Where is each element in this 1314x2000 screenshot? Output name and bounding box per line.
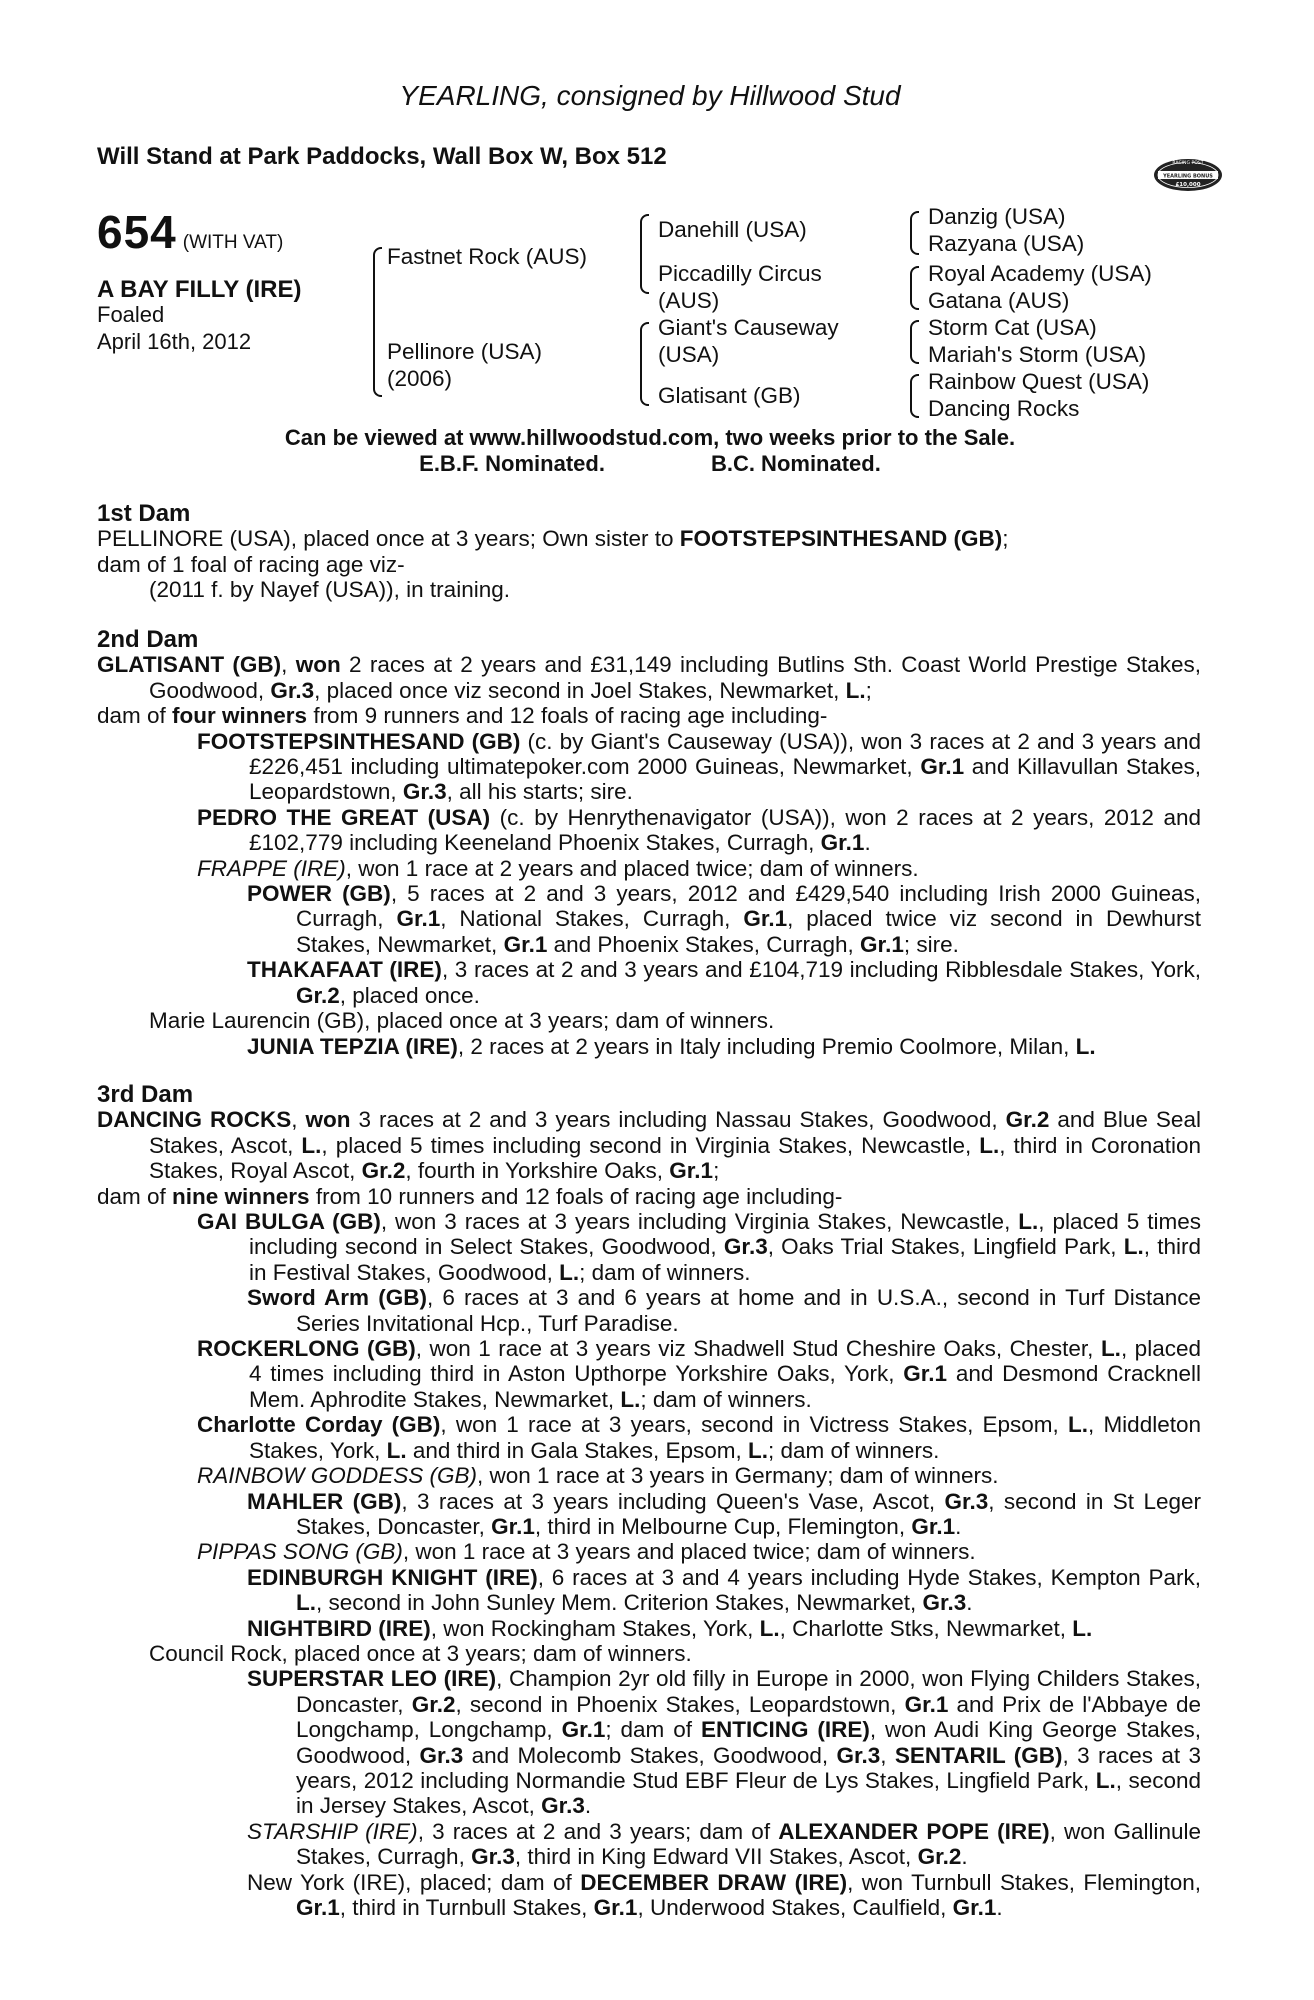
- svg-text:RACING POST: RACING POST: [1172, 161, 1204, 166]
- viewing-note: Can be viewed at www.hillwoodstud.com, two weeks prior to the Sale.: [284, 425, 1016, 450]
- first-dam-foal: (2011 f. by Nayef (USA)), in training.: [149, 577, 510, 603]
- pedigree-sss: Danzig (USA): [928, 204, 1066, 229]
- pedigree-sds: Royal Academy (USA): [928, 261, 1152, 286]
- horse-name: A BAY FILLY (IRE): [97, 276, 302, 303]
- lot-number: [97, 205, 283, 259]
- pedigree-dam-dam: Glatisant (GB): [658, 383, 801, 408]
- produce-rainbow-goddess: RAINBOW GODDESS (GB), won 1 race at 3 years in Germany; dam of winners.: [197, 1463, 999, 1489]
- foaled-info: [97, 301, 251, 355]
- pedigree-sire-dam: [658, 260, 822, 314]
- produce-pippas-song: PIPPAS SONG (GB), won 1 race at 3 years and placed twice; dam of winners.: [197, 1539, 976, 1565]
- produce-marie-laurencin: Marie Laurencin (GB), placed once at 3 years; dam of winners.: [149, 1008, 775, 1034]
- produce-footstepsinthesand: FOOTSTEPSINTHESAND (GB) (c. by Giant's Causeway (USA)), won 3 races at 2 and 3 years and £226,451 including ultimatepoker.com 2000 Guineas, Newmarket, Gr.1 and Killavullan Stakes, Leopardstown, Gr.3, all his starts; sire.: [197, 728, 1201, 805]
- pedigree-ssd: Razyana (USA): [928, 231, 1085, 256]
- produce-edinburgh-knight: EDINBURGH KNIGHT (IRE), 6 races at 3 and 4 years including Hyde Stakes, Kempton Park, L., second in John Sunley Mem. Criterion Stakes, Newmarket, Gr.3.: [247, 1564, 1201, 1616]
- pedigree-sire-dam-name: Piccadilly Circus: [658, 261, 822, 286]
- produce-pedro-the-great: PEDRO THE GREAT (USA) (c. by Henrythenavigator (USA)), won 2 races at 2 years, 2012 and £102,779 including Keeneland Phoenix Stakes, Curragh, Gr.1.: [197, 804, 1201, 856]
- produce-new-york: New York (IRE), placed; dam of DECEMBER DRAW (IRE), won Turnbull Stakes, Flemington, Gr.1, third in Turnbull Stakes, Gr.1, Underwood Stakes, Caulfield, Gr.1.: [247, 1869, 1201, 1920]
- pedigree-dam-sire-name: Giant's Causeway: [658, 315, 839, 340]
- brace-dam: [640, 322, 649, 406]
- brace-ds: [910, 320, 919, 364]
- svg-text:YEARLING BONUS: YEARLING BONUS: [1163, 173, 1213, 180]
- second-dam-produce-summary: dam of four winners from 9 runners and 12 foals of racing age including-: [97, 703, 828, 729]
- produce-frappe: FRAPPE (IRE), won 1 race at 2 years and placed twice; dam of winners.: [197, 855, 919, 881]
- produce-rockerlong: ROCKERLONG (GB), won 1 race at 3 years viz Shadwell Stud Cheshire Oaks, Chester, L., placed 4 times including third in Aston Upthorpe Yorkshire Oaks, York, Gr.1 and Desmond Cracknell Mem. Aphrodite Stakes, Newmarket, L.; dam of winners.: [197, 1336, 1201, 1412]
- pedigree-dam-sire: [658, 314, 839, 368]
- sale-notes: [0, 425, 1300, 477]
- produce-starship: STARSHIP (IRE), 3 races at 2 and 3 years; dam of ALEXANDER POPE (IRE), won Gallinule Stakes, Curragh, Gr.3, third in King Edward VII Stakes, Ascot, Gr.2.: [247, 1818, 1202, 1870]
- produce-nightbird: NIGHTBIRD (IRE), won Rockingham Stakes, York, L., Charlotte Stks, Newmarket, L.: [247, 1615, 1093, 1641]
- brace-dd: [910, 374, 919, 418]
- second-dam-heading: 2nd Dam: [97, 626, 199, 653]
- third-dam-section: [97, 1082, 1201, 1920]
- pedigree-sire: Fastnet Rock (AUS): [387, 244, 588, 269]
- third-dam-dancing-rocks: DANCING ROCKS, won 3 races at 2 and 3 years including Nassau Stakes, Goodwood, Gr.2 and Blue Seal Stakes, Ascot, L., placed 5 times including second in Virginia Stakes, Newcastle, L., third in Coronation Stakes, Royal Ascot, Gr.2, fourth in Yorkshire Oaks, Gr.1;: [97, 1107, 1202, 1184]
- lot-number-value: 654: [97, 206, 177, 258]
- produce-charlotte-corday: Charlotte Corday (GB), won 1 race at 3 years, second in Victress Stakes, Epsom, L., Middleton Stakes, York, L. and third in Gala Stakes, Epsom, L.; dam of winners.: [197, 1412, 1201, 1463]
- yearling-bonus-badge-icon: [1152, 150, 1224, 200]
- produce-sword-arm: Sword Arm (GB), 6 races at 3 and 6 years at home and in U.S.A., second in Turf Distance Series Invitational Hcp., Turf Paradise.: [247, 1285, 1201, 1336]
- produce-power: POWER (GB), 5 races at 2 and 3 years, 2012 and £429,540 including Irish 2000 Guineas, Curragh, Gr.1, National Stakes, Curragh, Gr.1, placed twice viz second in Dewhurst Stakes, Newmarket, Gr.1 and Phoenix Stakes, Curragh, Gr.1; sire.: [247, 881, 1202, 957]
- produce-superstar-leo: SUPERSTAR LEO (IRE), Champion 2yr old filly in Europe in 2000, won Flying Childers Stakes, Doncaster, Gr.2, second in Phoenix Stakes, Leopardstown, Gr.1 and Prix de l'Abbaye de Longchamp, Longchamp, Gr.1; dam of ENTICING (IRE), won Audi King George Stakes, Goodwood, Gr.3 and Molecomb Stakes, Goodwood, Gr.3, SENTARIL (GB), 3 races at 3 years, 2012 including Normandie Stud EBF Fleur de Lys Stakes, Lingfield Park, L., second in Jersey Stakes, Ascot, Gr.3.: [247, 1666, 1201, 1819]
- produce-mahler: MAHLER (GB), 3 races at 3 years including Queen's Vase, Ascot, Gr.3, second in St Leger Stakes, Doncaster, Gr.1, third in Melbourne Cup, Flemington, Gr.1.: [247, 1488, 1201, 1539]
- second-dam-glatisant: GLATISANT (GB), won 2 races at 2 years and £31,149 including Butlins Sth. Coast World Prestige Stakes, Goodwood, Gr.3, placed once viz second in Joel Stakes, Newmarket, L.;: [97, 652, 1201, 703]
- consignment-line: YEARLING, consigned by Hillwood Stud: [399, 80, 901, 111]
- foaled-label: Foaled: [97, 302, 165, 327]
- pedigree-sire-sire: Danehill (USA): [658, 217, 807, 242]
- pedigree-dss: Storm Cat (USA): [928, 315, 1097, 340]
- foaled-date: April 16th, 2012: [97, 329, 252, 354]
- first-dam-text: PELLINORE (USA), placed once at 3 years; Own sister to FOOTSTEPSINTHESAND (GB); dam of 1 foal of racing age viz-: [97, 526, 1009, 577]
- pedigree-ddd: Dancing Rocks: [928, 396, 1080, 421]
- third-dam-produce-summary: dam of nine winners from 10 runners and 12 foals of racing age including-: [97, 1183, 843, 1209]
- nominations: [0, 451, 1300, 477]
- brace-sd: [910, 266, 919, 310]
- first-dam-heading: 1st Dam: [97, 500, 191, 527]
- produce-gai-bulga: GAI BULGA (GB), won 3 races at 3 years including Virginia Stakes, Newcastle, L., placed 5 times including second in Select Stakes, Goodwood, Gr.3, Oaks Trial Stakes, Lingfield Park, L., third in Festival Stakes, Goodwood, L.; dam of winners.: [197, 1209, 1202, 1285]
- svg-text:£10,000: £10,000: [1175, 182, 1201, 188]
- brace-sire: [640, 214, 649, 294]
- vat-note: (WITH VAT): [182, 232, 284, 253]
- pedigree-sire-dam-country: (AUS): [658, 288, 720, 313]
- pedigree-sdd: Gatana (AUS): [928, 288, 1070, 313]
- second-dam-section: [97, 627, 1201, 1059]
- brace-main: [373, 247, 382, 397]
- pedigree-dam-sire-country: (USA): [658, 342, 720, 367]
- ebf-nomination: E.B.F. Nominated.: [419, 451, 605, 476]
- pedigree-dam-year: (2006): [387, 366, 453, 391]
- produce-thakafaat: THAKAFAAT (IRE), 3 races at 2 and 3 years and £104,719 including Ribblesdale Stakes, York, Gr.2, placed once.: [247, 957, 1201, 1008]
- first-dam-section: [97, 501, 1201, 603]
- stand-location: Will Stand at Park Paddocks, Wall Box W, Box 512: [97, 143, 667, 170]
- third-dam-heading: 3rd Dam: [97, 1081, 194, 1108]
- pedigree-dsd: Mariah's Storm (USA): [928, 342, 1147, 367]
- produce-council-rock: Council Rock, placed once at 3 years; dam of winners.: [149, 1640, 692, 1666]
- pedigree-dam-name: Pellinore (USA): [387, 339, 543, 364]
- pedigree-dam: [387, 338, 542, 392]
- bc-nomination: B.C. Nominated.: [710, 451, 881, 476]
- produce-junia-tepzia: JUNIA TEPZIA (IRE), 2 races at 2 years in Italy including Premio Coolmore, Milan, L.: [247, 1033, 1096, 1059]
- pedigree-dds: Rainbow Quest (USA): [928, 369, 1150, 394]
- brace-ss: [910, 211, 919, 255]
